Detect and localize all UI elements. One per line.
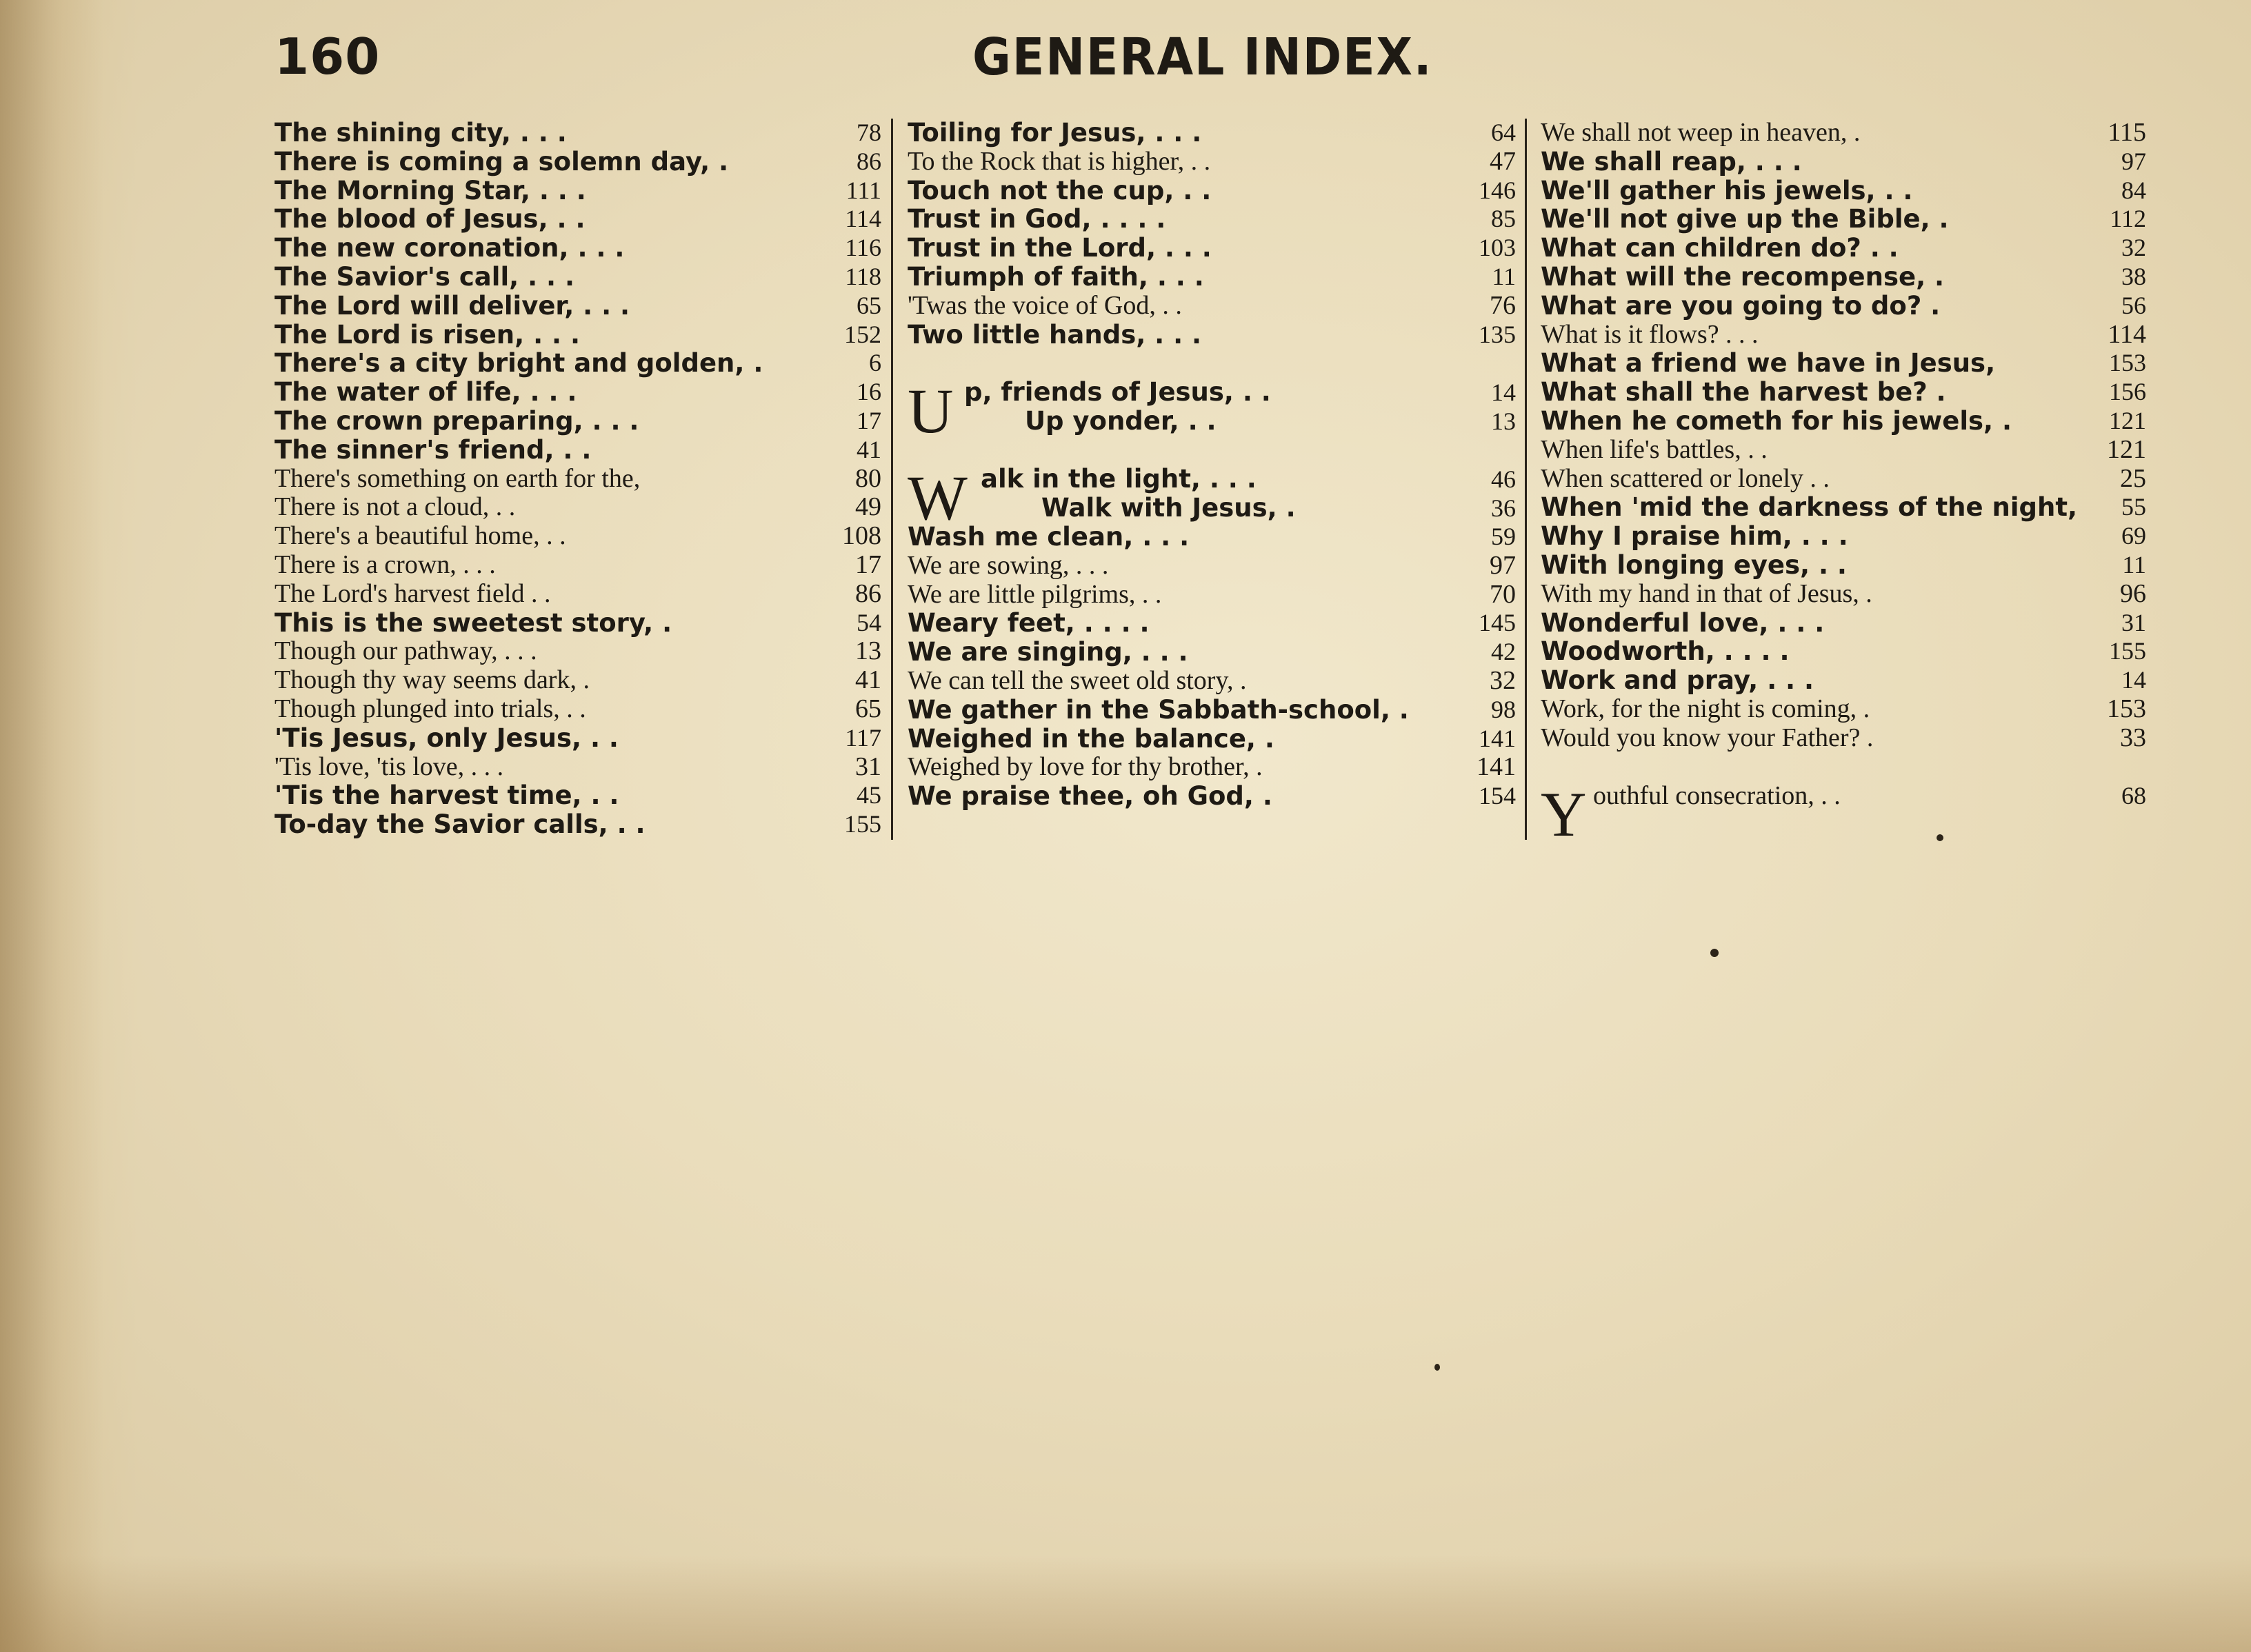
index-entry-title: p, friends of Jesus, . .: [964, 377, 1271, 407]
index-entry: [274, 522, 881, 551]
index-entry: [1541, 407, 2146, 436]
index-entry-title: The crown preparing, . . .: [274, 405, 639, 436]
index-entry: [1541, 263, 2146, 292]
index-entry-title: There is not a cloud, . .: [274, 492, 516, 522]
index-entry-title: What are you going to do? .: [1541, 290, 1941, 321]
index-entry-page: 17: [857, 406, 881, 434]
drop-cap-w: W: [908, 462, 968, 533]
index-entry-title: The new coronation, . . .: [274, 233, 625, 263]
index-entry-title: The Morning Star, . . .: [274, 175, 586, 205]
index-entry-page: 103: [1479, 234, 1516, 262]
paper-speck: [1710, 949, 1719, 957]
index-entry-page: 86: [855, 578, 881, 608]
index-entry-title: alk in the light, . . .: [981, 463, 1257, 494]
drop-cap-u: U: [908, 376, 954, 447]
index-entry: [274, 234, 881, 263]
index-entry-page: 33: [2120, 723, 2146, 752]
index-entry-page: 118: [845, 262, 881, 290]
index-entry-page: 42: [1491, 638, 1516, 666]
index-entry-title: Two little hands, . . .: [908, 319, 1202, 350]
index-entry-page: 111: [846, 176, 881, 204]
index-entry: [274, 753, 881, 782]
index-entry-page: 13: [1491, 407, 1516, 436]
index-entry-page: 153: [2109, 349, 2146, 377]
index-entry-page: 153: [2107, 694, 2146, 723]
index-entry-title: We are singing, . . .: [908, 637, 1188, 667]
index-entry: [908, 696, 1516, 725]
index-entry-title: There's a city bright and golden, .: [274, 348, 763, 379]
paper-speck: [1937, 834, 1943, 841]
index-entry-page: 155: [2109, 637, 2146, 665]
index-entry-page: 32: [2121, 234, 2146, 262]
index-entry-title: The sinner's friend, . .: [274, 434, 592, 465]
index-entry: [274, 321, 881, 350]
index-entry: [1541, 436, 2146, 465]
index-entry: [908, 263, 1516, 292]
index-entry-title: Why I praise him, . . .: [1541, 521, 1848, 552]
index-entry-title: This is the sweetest story, .: [274, 607, 672, 638]
index-entry-title: What can children do? . .: [1541, 233, 1899, 263]
index-entry: [1541, 666, 2146, 695]
index-entry-title: Woodworth, . . . .: [1541, 636, 1790, 667]
index-entry-page: 114: [2108, 319, 2146, 349]
index-entry: [908, 667, 1516, 696]
index-entry-page: 121: [2107, 434, 2146, 464]
index-entry-title: The blood of Jesus, . .: [274, 204, 586, 234]
index-entry-page: 116: [845, 234, 881, 262]
index-entry-title: Touch not the cup, . .: [908, 175, 1212, 205]
index-entry: [908, 321, 1516, 350]
index-entry: [1541, 724, 2146, 753]
index-entry-page: 56: [2121, 291, 2146, 319]
index-entry: [274, 465, 881, 494]
index-entry-title: 'Tis the harvest time, . .: [274, 780, 619, 811]
index-entry-title: 'Tis Jesus, only Jesus, . .: [274, 723, 619, 753]
column-divider: [1525, 119, 1527, 840]
index-entry-page: 31: [855, 752, 881, 781]
index-entry: [274, 695, 881, 724]
index-entry-title: What shall the harvest be? .: [1541, 377, 1946, 407]
index-entry-page: 141: [1477, 752, 1516, 782]
index-entry-title: Would you know your Father? .: [1541, 723, 1874, 752]
index-section-u: [908, 376, 1516, 447]
index-entry-title: Work, for the night is coming, .: [1541, 694, 1870, 723]
index-entry-title: What will the recompense, .: [1541, 261, 1945, 292]
index-entry: [274, 580, 881, 609]
index-entry: [1541, 695, 2146, 724]
index-column-2: [908, 119, 1516, 811]
index-entry: [274, 724, 881, 753]
index-entry-page: 45: [857, 781, 881, 809]
index-entry: [1541, 321, 2146, 350]
index-entry: [274, 781, 881, 810]
index-entry: [1541, 349, 2146, 378]
index-column-3: [1541, 118, 2146, 850]
column-divider: [891, 119, 893, 840]
index-entry: [908, 119, 1516, 148]
index-entry: [908, 234, 1516, 263]
index-entry: [1541, 465, 2146, 494]
index-entry: [908, 552, 1516, 581]
index-entry-title: What is it flows? . . .: [1541, 319, 1759, 349]
index-entry-page: 146: [1479, 176, 1516, 204]
index-entry: [274, 263, 881, 292]
index-entry-title: Triumph of faith, . . .: [908, 261, 1204, 292]
index-entry-page: 154: [1479, 782, 1516, 810]
index-entry: [274, 810, 881, 839]
index-section-y: [1541, 779, 2146, 850]
index-entry: [274, 609, 881, 638]
index-entry-title: With my hand in that of Jesus, .: [1541, 578, 1872, 608]
index-entry-page: 96: [2120, 578, 2146, 608]
index-entry-title: The Savior's call, . . .: [274, 261, 575, 292]
index-entry-title: We'll gather his jewels, . .: [1541, 175, 1913, 205]
index-entry-title: The shining city, . . .: [274, 118, 567, 148]
index-entry: [1541, 205, 2146, 234]
index-entry: [274, 148, 881, 177]
index-entry: [908, 523, 1516, 552]
index-entry-title: With longing eyes, . .: [1541, 550, 1847, 580]
index-entry-page: 85: [1491, 205, 1516, 233]
index-entry: [1541, 637, 2146, 666]
index-entry-page: 141: [1479, 724, 1516, 752]
index-entry: [274, 205, 881, 234]
index-entry-title: There's a beautiful home, . .: [274, 521, 566, 551]
index-entry-page: 121: [2109, 406, 2146, 434]
index-entry-page: 25: [2120, 463, 2146, 493]
index-entry-title: We can tell the sweet old story, .: [908, 665, 1247, 695]
index-entry-title: Though plunged into trials, . .: [274, 694, 586, 723]
index-entry-page: 31: [2121, 608, 2146, 636]
index-entry-title: The Lord's harvest field . .: [274, 578, 551, 608]
index-entry-title: Though our pathway, . . .: [274, 636, 537, 666]
index-entry-page: 13: [855, 636, 881, 666]
index-entry: [274, 637, 881, 666]
index-entry-title: Weary feet, . . . .: [908, 608, 1150, 638]
drop-cap-y: Y: [1541, 779, 1587, 850]
index-entry: [274, 292, 881, 321]
index-entry-title: When he cometh for his jewels, .: [1541, 405, 2012, 436]
index-entry-page: 49: [855, 492, 881, 522]
index-entry-title: When 'mid the darkness of the night,: [1541, 492, 2078, 523]
index-entry-page: 156: [2109, 378, 2146, 406]
index-entry-page: 97: [2121, 147, 2146, 175]
index-entry-page: 98: [1491, 695, 1516, 723]
index-entry: [274, 666, 881, 695]
index-entry: [274, 119, 881, 148]
index-entry: [1541, 493, 2146, 522]
index-entry-title: The water of life, . . .: [274, 377, 577, 407]
index-entry-page: 155: [844, 810, 881, 838]
index-entry: [1541, 234, 2146, 263]
index-entry-title: We gather in the Sabbath-school, .: [908, 694, 1409, 725]
index-entry-title: outhful consecration, . .: [1593, 781, 1841, 811]
index-entry-page: 76: [1490, 290, 1516, 320]
index-entry-title: There is coming a solemn day, .: [274, 146, 729, 177]
index-entry-title: Toiling for Jesus, . . .: [908, 118, 1202, 148]
index-entry-page: 108: [842, 521, 881, 551]
index-entry-page: 152: [844, 320, 881, 348]
index-entry-title: We praise thee, oh God, .: [908, 781, 1272, 812]
index-entry-title: 'Twas the voice of God, . .: [908, 290, 1182, 320]
index-entry-page: 117: [845, 723, 881, 752]
index-entry: [274, 349, 881, 378]
index-entry-page: 41: [857, 435, 881, 463]
index-entry-title: Weighed by love for thy brother, .: [908, 752, 1263, 782]
index-entry-title: Trust in God, . . . .: [908, 204, 1166, 234]
paper-speck: [1434, 1364, 1440, 1371]
index-entry-title: When scattered or lonely . .: [1541, 463, 1830, 493]
index-entry: [908, 725, 1516, 754]
index-section-w: [908, 462, 1516, 533]
page-edge-shadow: [0, 1555, 2251, 1652]
index-entry: [908, 292, 1516, 321]
index-entry-title: Work and pray, . . .: [1541, 665, 1814, 696]
index-entry: [908, 782, 1516, 811]
index-entry-page: 41: [855, 665, 881, 695]
index-entry-page: 32: [1490, 665, 1516, 695]
index-entry-page: 17: [855, 550, 881, 579]
index-entry: [1541, 119, 2146, 148]
index-entry: [1541, 580, 2146, 609]
index-entry: [274, 551, 881, 580]
index-entry-title: Walk with Jesus, .: [1041, 492, 1296, 523]
index-entry: [908, 638, 1516, 667]
index-entry: [274, 493, 881, 522]
index-entry: [1541, 378, 2146, 407]
index-entry-title: We are sowing, . . .: [908, 550, 1109, 580]
index-entry-title: We'll not give up the Bible, .: [1541, 204, 1949, 234]
index-entry-page: 11: [2122, 550, 2146, 578]
page-title: GENERAL INDEX.: [972, 28, 1433, 87]
index-entry: [274, 407, 881, 436]
index-entry-page: 69: [2121, 522, 2146, 550]
index-entry-page: 54: [857, 608, 881, 636]
index-entry-title: What a friend we have in Jesus,: [1541, 348, 1996, 379]
index-entry-page: 36: [1491, 494, 1516, 522]
index-entry-title: We are little pilgrims, . .: [908, 579, 1162, 609]
index-entry-page: 86: [857, 147, 881, 175]
index-entry: [1541, 522, 2146, 551]
index-entry-page: 78: [857, 119, 881, 146]
index-entry-page: 14: [2121, 666, 2146, 694]
index-entry-title: We shall reap, . . .: [1541, 146, 1802, 177]
index-entry-title: Though thy way seems dark, .: [274, 665, 590, 695]
index-entry-title: The Lord is risen, . . .: [274, 319, 581, 350]
index-entry: [1541, 177, 2146, 205]
index-entry: [1541, 292, 2146, 321]
index-entry: [1541, 148, 2146, 177]
index-entry-page: 46: [1491, 465, 1516, 493]
index-entry-page: 112: [2110, 205, 2146, 233]
index-entry-page: 55: [2121, 493, 2146, 521]
index-entry: [274, 436, 881, 465]
index-entry: [1541, 551, 2146, 580]
index-entry-title: Trust in the Lord, . . .: [908, 233, 1212, 263]
index-entry-title: To-day the Savior calls, . .: [274, 809, 646, 840]
index-entry-page: 65: [855, 694, 881, 723]
index-entry: [274, 378, 881, 407]
index-entry-page: 135: [1479, 320, 1516, 348]
index-entry-title: Wonderful love, . . .: [1541, 607, 1825, 638]
index-entry-page: 97: [1490, 550, 1516, 580]
index-entry-title: We shall not weep in heaven, .: [1541, 118, 1861, 147]
index-entry-page: 14: [1491, 379, 1516, 407]
index-entry-page: 64: [1491, 119, 1516, 146]
index-entry: [908, 148, 1516, 177]
index-entry: [908, 609, 1516, 638]
index-entry-page: 114: [845, 205, 881, 233]
index-entry-title: There's something on earth for the,: [274, 463, 641, 493]
index-entry-page: 11: [1492, 262, 1516, 290]
index-entry-page: 38: [2121, 262, 2146, 290]
page-gutter-shadow: [0, 0, 103, 1652]
index-entry-page: 65: [857, 291, 881, 319]
index-entry-title: When life's battles, . .: [1541, 434, 1768, 464]
index-entry-title: There is a crown, . . .: [274, 550, 496, 579]
index-entry-title: To the Rock that is higher, . .: [908, 146, 1211, 176]
page-number: 160: [274, 28, 381, 85]
index-entry: [1541, 609, 2146, 638]
index-entry: [908, 581, 1516, 610]
index-entry-title: Weighed in the balance, .: [908, 723, 1274, 754]
index-entry-page: 115: [2108, 118, 2146, 147]
index-entry-title: Up yonder, . .: [1025, 406, 1217, 436]
index-entry-page: 145: [1479, 609, 1516, 637]
index-entry-title: 'Tis love, 'tis love, . . .: [274, 752, 504, 781]
index-entry: [908, 177, 1516, 205]
index-entry-page: 16: [857, 378, 881, 406]
index-column-1: [274, 119, 881, 839]
index-entry: [908, 753, 1516, 782]
index-entry-page: 70: [1490, 579, 1516, 609]
index-entry: [908, 205, 1516, 234]
index-entry-page: 84: [2121, 176, 2146, 204]
index-entry-page: 6: [869, 349, 881, 377]
index-entry-page: 59: [1491, 522, 1516, 550]
index-entry: [274, 177, 881, 205]
index-entry-page: 47: [1490, 146, 1516, 176]
index-entry-page: 80: [855, 463, 881, 493]
index-entry-title: The Lord will deliver, . . .: [274, 290, 630, 321]
index-entry-page: 68: [2121, 782, 2146, 810]
index-entry-title: Wash me clean, . . .: [908, 521, 1190, 552]
